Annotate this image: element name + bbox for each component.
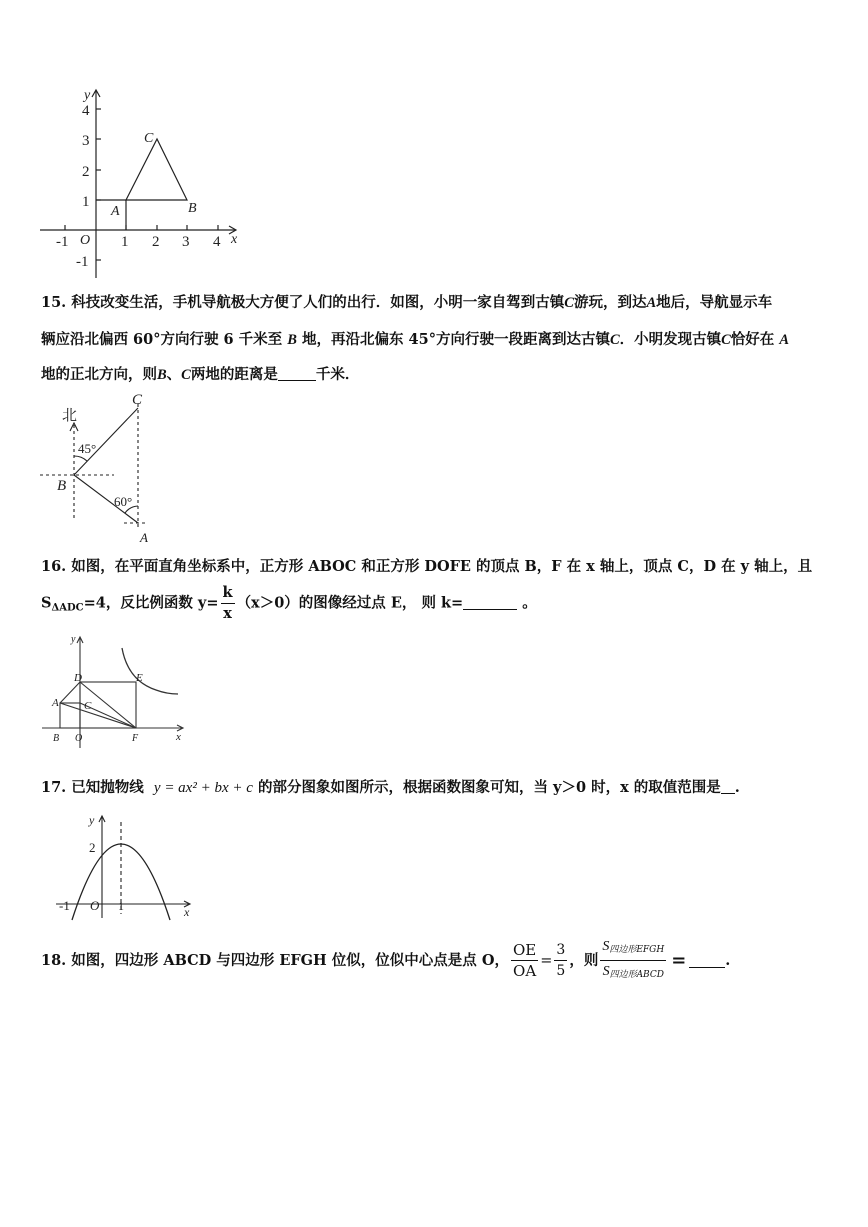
q15-text: 科技改变生活，手机导航极大方便了人们的出行．如图，小明一家自驾到古镇 <box>71 294 565 311</box>
point-label-a: A <box>140 530 148 545</box>
label-d: D <box>74 672 82 684</box>
x-axis-label: x <box>176 731 181 743</box>
x-tick-1: 1 <box>118 899 124 913</box>
q16-text: 如图，在平面直角坐标系中，正方形 ABOC 和正方形 DOFE 的顶点 B，F 在 x 轴上，顶点 C，D 在 y 轴上，且 <box>71 558 813 575</box>
y-tick-label: -1 <box>76 254 89 270</box>
q18-number: 18. <box>41 951 67 969</box>
figure-q14-coordinate-plane <box>36 84 256 284</box>
point-label-b: B <box>57 478 67 494</box>
q16-number: 16. <box>41 558 67 575</box>
answer-blank[interactable] <box>689 953 725 968</box>
x-axis-label: x <box>231 232 238 247</box>
triangle-abc <box>126 139 187 200</box>
q16-line-2: $S_{\Delta ADC}=4$，反比例函数 y= $\frac{k}{x}$ （x＞0）的图像经过点 E， 则 k= 。 <box>41 584 537 622</box>
angle-arc-45 <box>74 456 87 461</box>
x-tick-neg1: -1 <box>59 898 70 913</box>
answer-blank[interactable] <box>278 366 316 381</box>
x-tick-label: 4 <box>213 234 221 250</box>
q17-line: 17. 已知抛物线 y = ax² + bx + c 的部分图象如图所示，根据函数图象可知，当 y＞0 时，x 的取值范围是 . <box>41 779 740 796</box>
q16-line-1 <box>41 557 812 577</box>
fraction-k-over-x: $\frac{k}{x}$ <box>222 584 233 622</box>
q15-number: 15. <box>41 294 67 311</box>
q18-line: 18. 如图，四边形 ABCD 与四边形 EFGH 位似，位似中心点是点 O， $\frac{OE}{OA}$ = $\frac{3}{5}$ ，则 $\frac{S_{四边形EFGH}}{S_{四边形ABCD}}$ = . <box>41 936 730 985</box>
y-tick-label: 4 <box>82 103 90 119</box>
answer-blank[interactable] <box>463 595 517 610</box>
figure-q15-bearing <box>40 390 170 545</box>
y-tick-label: 2 <box>82 164 90 180</box>
label-f: F <box>132 733 139 744</box>
q15-line-3: 地的正北方向，则B、C两地的距离是 千米． <box>41 366 360 383</box>
y-axis-label: y <box>84 88 91 103</box>
label-a: A <box>52 697 59 709</box>
q15-line-2: 辆应沿北偏西 60°方向行驶 6 千米至 B 地，再沿北偏东 45°方向行驶一段距离到达古镇C．小明发现古镇C恰好在 A <box>41 331 790 348</box>
y-tick-label: 3 <box>82 133 90 149</box>
origin-label: O <box>90 898 100 913</box>
y-axis-label: y <box>71 634 76 645</box>
y-axis-label: y <box>89 813 95 827</box>
label-b: B <box>53 733 60 744</box>
x-tick-label: 2 <box>152 234 160 250</box>
x-axis-label: x <box>184 905 190 919</box>
parabola-formula: y = ax² + bx + c <box>153 780 253 796</box>
fraction-oe-oa: $\frac{OE}{OA}$ <box>513 941 537 980</box>
y-tick-2: 2 <box>89 840 96 855</box>
x-tick-label: 1 <box>121 234 129 250</box>
x-tick-label: 3 <box>182 234 190 250</box>
fraction-3-5: $\frac{3}{5}$ <box>556 942 566 979</box>
hyperbola <box>122 648 178 694</box>
q17-number: 17. <box>41 779 67 796</box>
figure-q16-squares <box>38 630 198 760</box>
point-label-a: A <box>111 204 120 219</box>
x-tick-label: -1 <box>56 234 69 250</box>
point-label-c: C <box>132 392 143 408</box>
origin-label: O <box>80 233 91 248</box>
figure-q17-parabola <box>52 812 202 924</box>
angle-label-45: 45° <box>78 441 97 456</box>
y-tick-label: 1 <box>82 194 90 210</box>
fraction-area-ratio: $\frac{S_{四边形EFGH}}{S_{四边形ABCD}}$ <box>600 936 666 985</box>
label-e: E <box>136 672 143 684</box>
q15-line-1: 15. 科技改变生活，手机导航极大方便了人们的出行．如图，小明一家自驾到古镇C游玩，到达A地后，导航显示车 <box>41 294 773 311</box>
north-label: 北 <box>62 408 78 424</box>
point-label-b: B <box>188 201 197 216</box>
angle-label-60: 60° <box>114 494 133 509</box>
label-c: C <box>84 700 92 712</box>
point-label-c: C <box>144 131 154 146</box>
answer-blank[interactable] <box>721 779 735 794</box>
label-o: O <box>75 733 83 744</box>
